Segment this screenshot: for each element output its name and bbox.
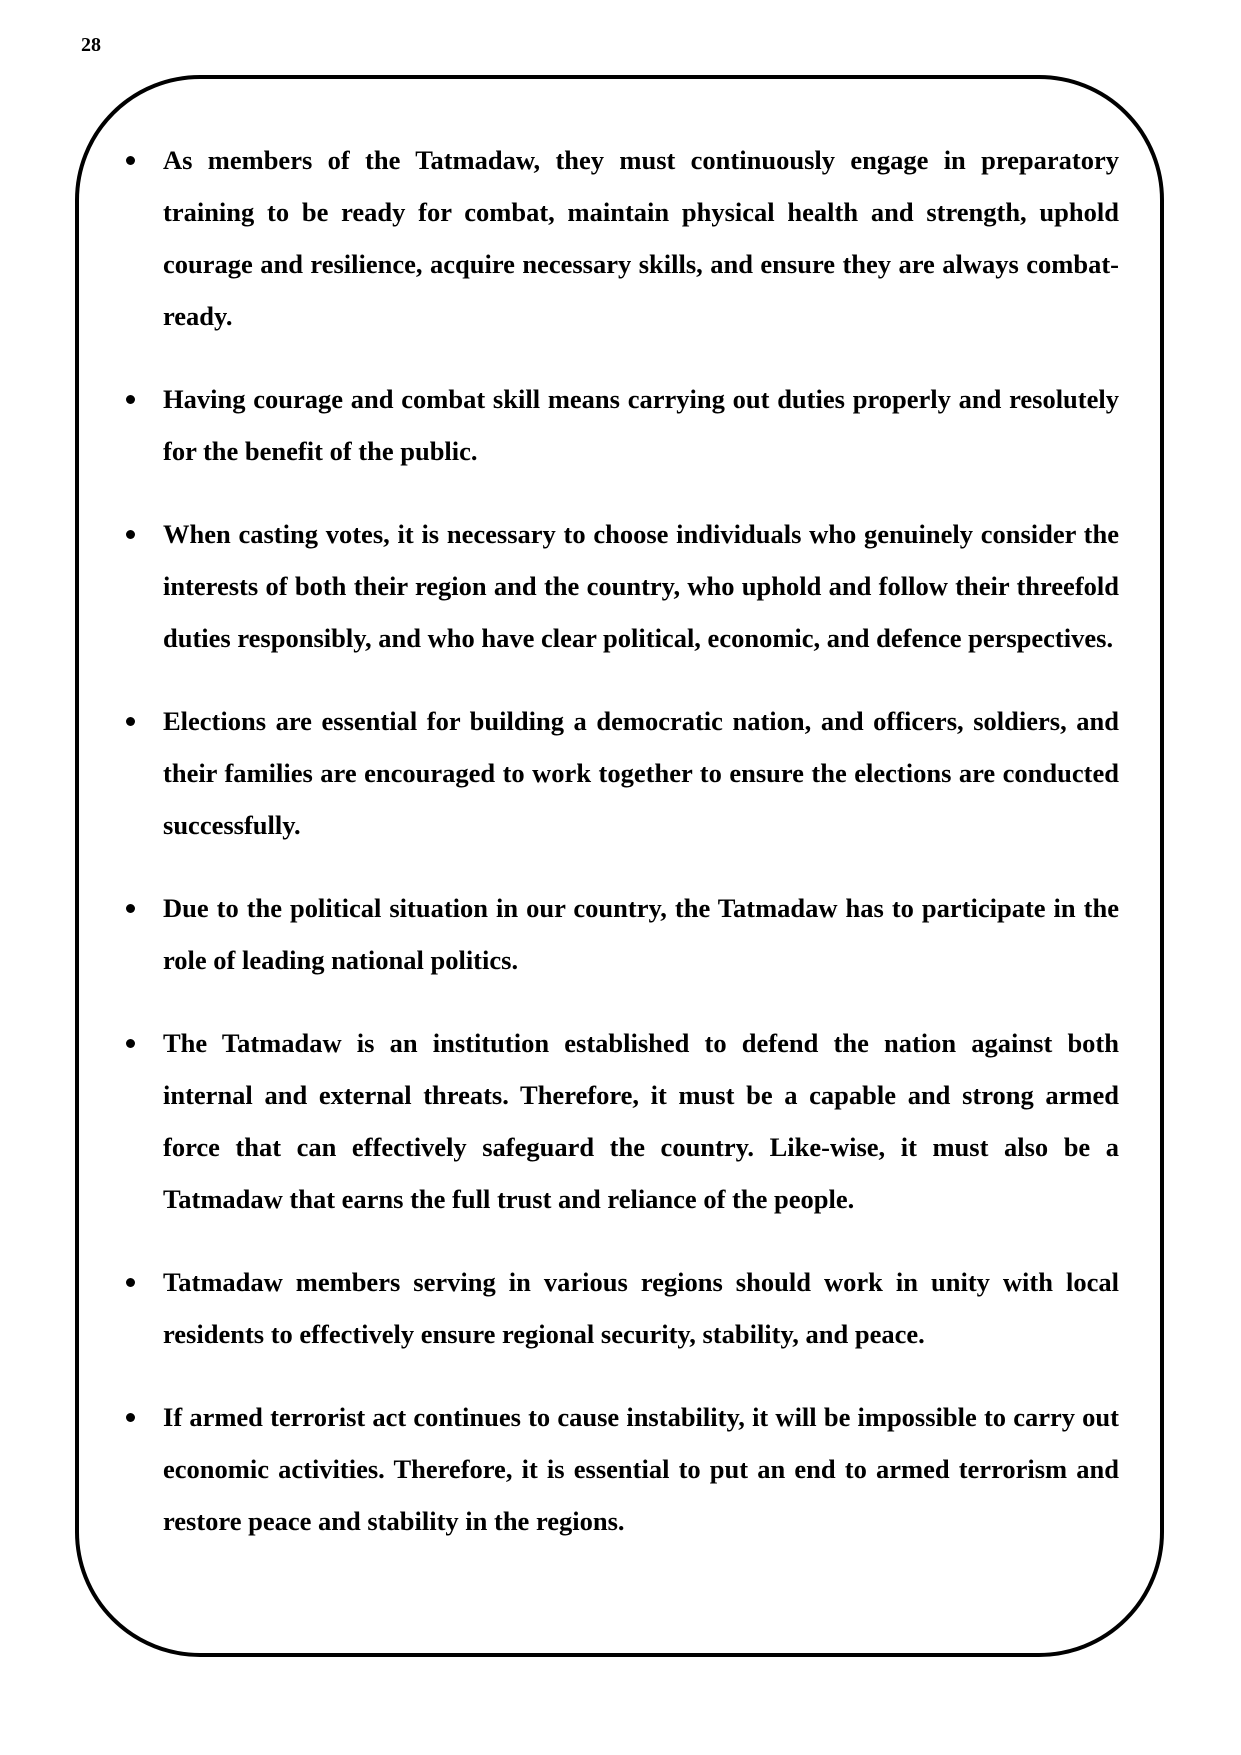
bullet-item: [163, 373, 1119, 477]
bullet-dot-icon: [126, 1413, 135, 1422]
bullet-text: The Tatmadaw is an institution established to defend the nation against both internal and external threats. Therefore, it must be a capable and strong armed force that can effectively safeguard the country. Like-wise, it must also be a Tatmadaw that earns the full trust and reliance of the people.: [163, 1028, 1119, 1214]
bullet-text: As members of the Tatmadaw, they must continuously engage in preparatory training to be ready for combat, maintain physical health and strength, uphold courage and resilience, acquire necessary skills, and ensure they are always combat-ready.: [163, 145, 1119, 331]
bullet-dot-icon: [126, 1039, 135, 1048]
bullet-dot-icon: [126, 530, 135, 539]
bullet-dot-icon: [126, 717, 135, 726]
bullet-list: [163, 134, 1119, 1578]
page-number: 28: [81, 34, 101, 56]
bullet-text: Having courage and combat skill means carrying out duties properly and resolutely for the benefit of the public.: [163, 384, 1119, 466]
bullet-item: [163, 508, 1119, 664]
bullet-text: Elections are essential for building a democratic nation, and officers, soldiers, and their families are encouraged to work together to ensure the elections are conducted successfully.: [163, 706, 1119, 840]
bullet-text: Tatmadaw members serving in various regions should work in unity with local residents to effectively ensure regional security, stability, and peace.: [163, 1267, 1119, 1349]
bullet-item: [163, 1256, 1119, 1360]
bullet-text: If armed terrorist act continues to cause instability, it will be impossible to carry out economic activities. Therefore, it is essential to put an end to armed terrorism and restore peace and stability in the regions.: [163, 1402, 1119, 1536]
bullet-item: [163, 1017, 1119, 1225]
bullet-text: When casting votes, it is necessary to choose individuals who genuinely consider the interests of both their region and the country, who uphold and follow their threefold duties responsibly, and who have clear political, economic, and defence perspectives.: [163, 519, 1119, 653]
bullet-item: [163, 134, 1119, 342]
bullet-text: Due to the political situation in our country, the Tatmadaw has to participate in the role of leading national politics.: [163, 893, 1119, 975]
bullet-dot-icon: [126, 1278, 135, 1287]
bullet-item: [163, 695, 1119, 851]
bullet-item: [163, 1391, 1119, 1547]
bullet-item: [163, 882, 1119, 986]
bullet-dot-icon: [126, 904, 135, 913]
bullet-dot-icon: [126, 395, 135, 404]
bullet-dot-icon: [126, 156, 135, 165]
